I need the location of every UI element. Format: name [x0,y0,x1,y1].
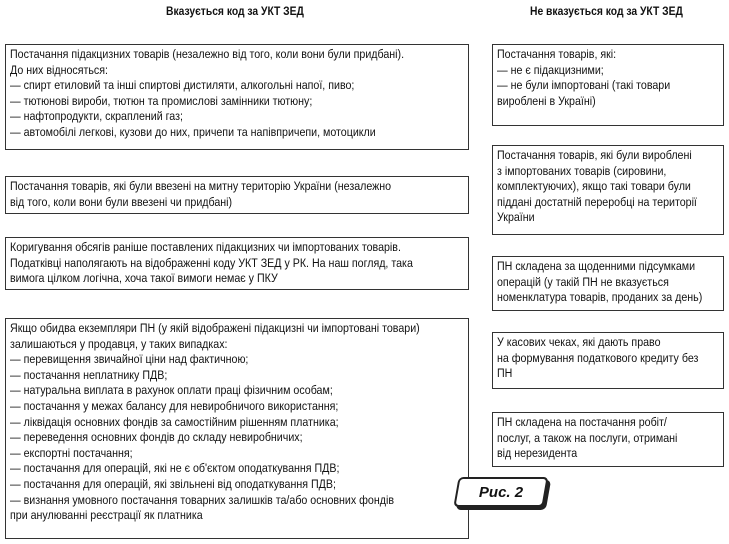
text-line: ПН складена за щоденними підсумками [497,259,696,273]
right-box-3-text [497,335,718,382]
right-box-2-text [497,259,718,306]
text-line: піддані достатній переробці на території [497,194,697,209]
text-line: при анулюванні реєстрації як платника [10,508,203,523]
text-line: України [497,210,535,225]
text-line: — нафтопродукти, скраплений газ; [10,109,183,124]
text-line: на формування податкового кредиту без [497,350,699,365]
text-line: До них відносяться: [10,62,108,77]
right-box-0-text [497,47,718,109]
text-line: — постачання для операцій, які не є об'єктом оподаткування ПДВ; [10,461,340,476]
text-line: номенклатура товарів, проданих за день) [497,290,703,305]
text-line: операцій (у такій ПН не вказується [497,274,669,289]
left-box-adjustments [5,237,469,290]
text-line: з імпортованих товарів (сировини, [497,163,667,178]
text-line: Постачання підакцизних товарів (незалежно від того, коли вони були придбані). [10,47,405,61]
text-line: залишаються у продавця, у таких випадках: [10,336,228,351]
text-line: Постачання товарів, які були ввезені на митну територію України (незалежно [10,179,392,193]
text-line: — визнання умовного постачання товарних залишків та/або основних фондів [10,492,394,507]
left-column-header: Вказується код за УКТ ЗЕД [166,4,304,18]
text-line: вимога цілком логічна, хоча такої вимоги немає у ПКУ [10,271,278,286]
right-box-services-nonresident [492,412,724,467]
text-line: ПН складена на постачання робіт/ [497,415,667,429]
text-line: — натуральна виплата в рахунок оплати праці фізичним особам; [10,383,333,398]
right-box-domestic-goods [492,44,724,126]
left-box-3-text [10,321,463,524]
text-line: — не були імпортовані (такі товари [497,78,671,93]
right-box-1-text [497,148,718,226]
text-line: — автомобілі легкові, кузови до них, причепи та напівпричепи, мотоцикли [10,124,376,139]
text-line: — постачання у межах балансу для невиробничого використання; [10,398,339,413]
text-line: — постачання неплатнику ПДВ; [10,367,168,382]
text-line: У касових чеках, які дають право [497,335,661,349]
text-line: — експортні постачання; [10,445,133,460]
left-box-2-text [10,240,463,287]
text-line: — переведення основних фондів до складу невиробничих; [10,430,303,445]
text-line: — постачання для операцій, які звільнені від оподаткування ПДВ; [10,476,336,491]
text-line: Якщо обидва екземпляри ПН (у якій відображені підакцизні чи імпортовані товари) [10,321,420,335]
text-line: — не є підакцизними; [497,62,604,77]
left-box-1-text [10,179,463,210]
right-column-header: Не вказується код за УКТ ЗЕД [530,4,683,18]
text-line: Податківці наполягають на відображенні коду УКТ ЗЕД у РК. На наш погляд, така [10,255,413,270]
text-line: — тютюнові вироби, тютюн та промислові замінники тютюну; [10,93,313,108]
left-box-0-text [10,47,463,141]
text-line: вироблені в Україні) [497,93,596,108]
text-line: — ліквідація основних фондів за самостійним рішенням платника; [10,414,339,429]
left-box-imported-goods [5,176,469,214]
figure-label: Рис. 2 [478,483,524,501]
right-box-daily-summary-invoice [492,256,724,311]
figure-label-badge [453,477,548,507]
text-line: від нерезидента [497,446,578,461]
text-line: — перевищення звичайної ціни над фактичною; [10,352,249,367]
left-box-excisable-goods [5,44,469,150]
left-box-seller-keeps-copies [5,318,469,539]
text-line: від того, коли вони були ввезені чи придбані) [10,194,233,209]
text-line: Коригування обсягів раніше поставлених підакцизних чи імпортованих товарів. [10,240,401,254]
right-box-cash-receipts [492,332,724,389]
right-box-4-text [497,415,718,462]
text-line: Постачання товарів, які: [497,47,617,61]
text-line: комплектуючих), якщо такі товари були [497,179,691,194]
text-line: — спирт етиловий та інші спиртові дистиляти, алкогольні напої, пиво; [10,78,355,93]
text-line: послуг, а також на послуги, отримані [497,430,678,445]
text-line: Постачання товарів, які були вироблені [497,148,692,162]
right-box-processed-imports [492,145,724,235]
text-line: ПН [497,366,513,381]
